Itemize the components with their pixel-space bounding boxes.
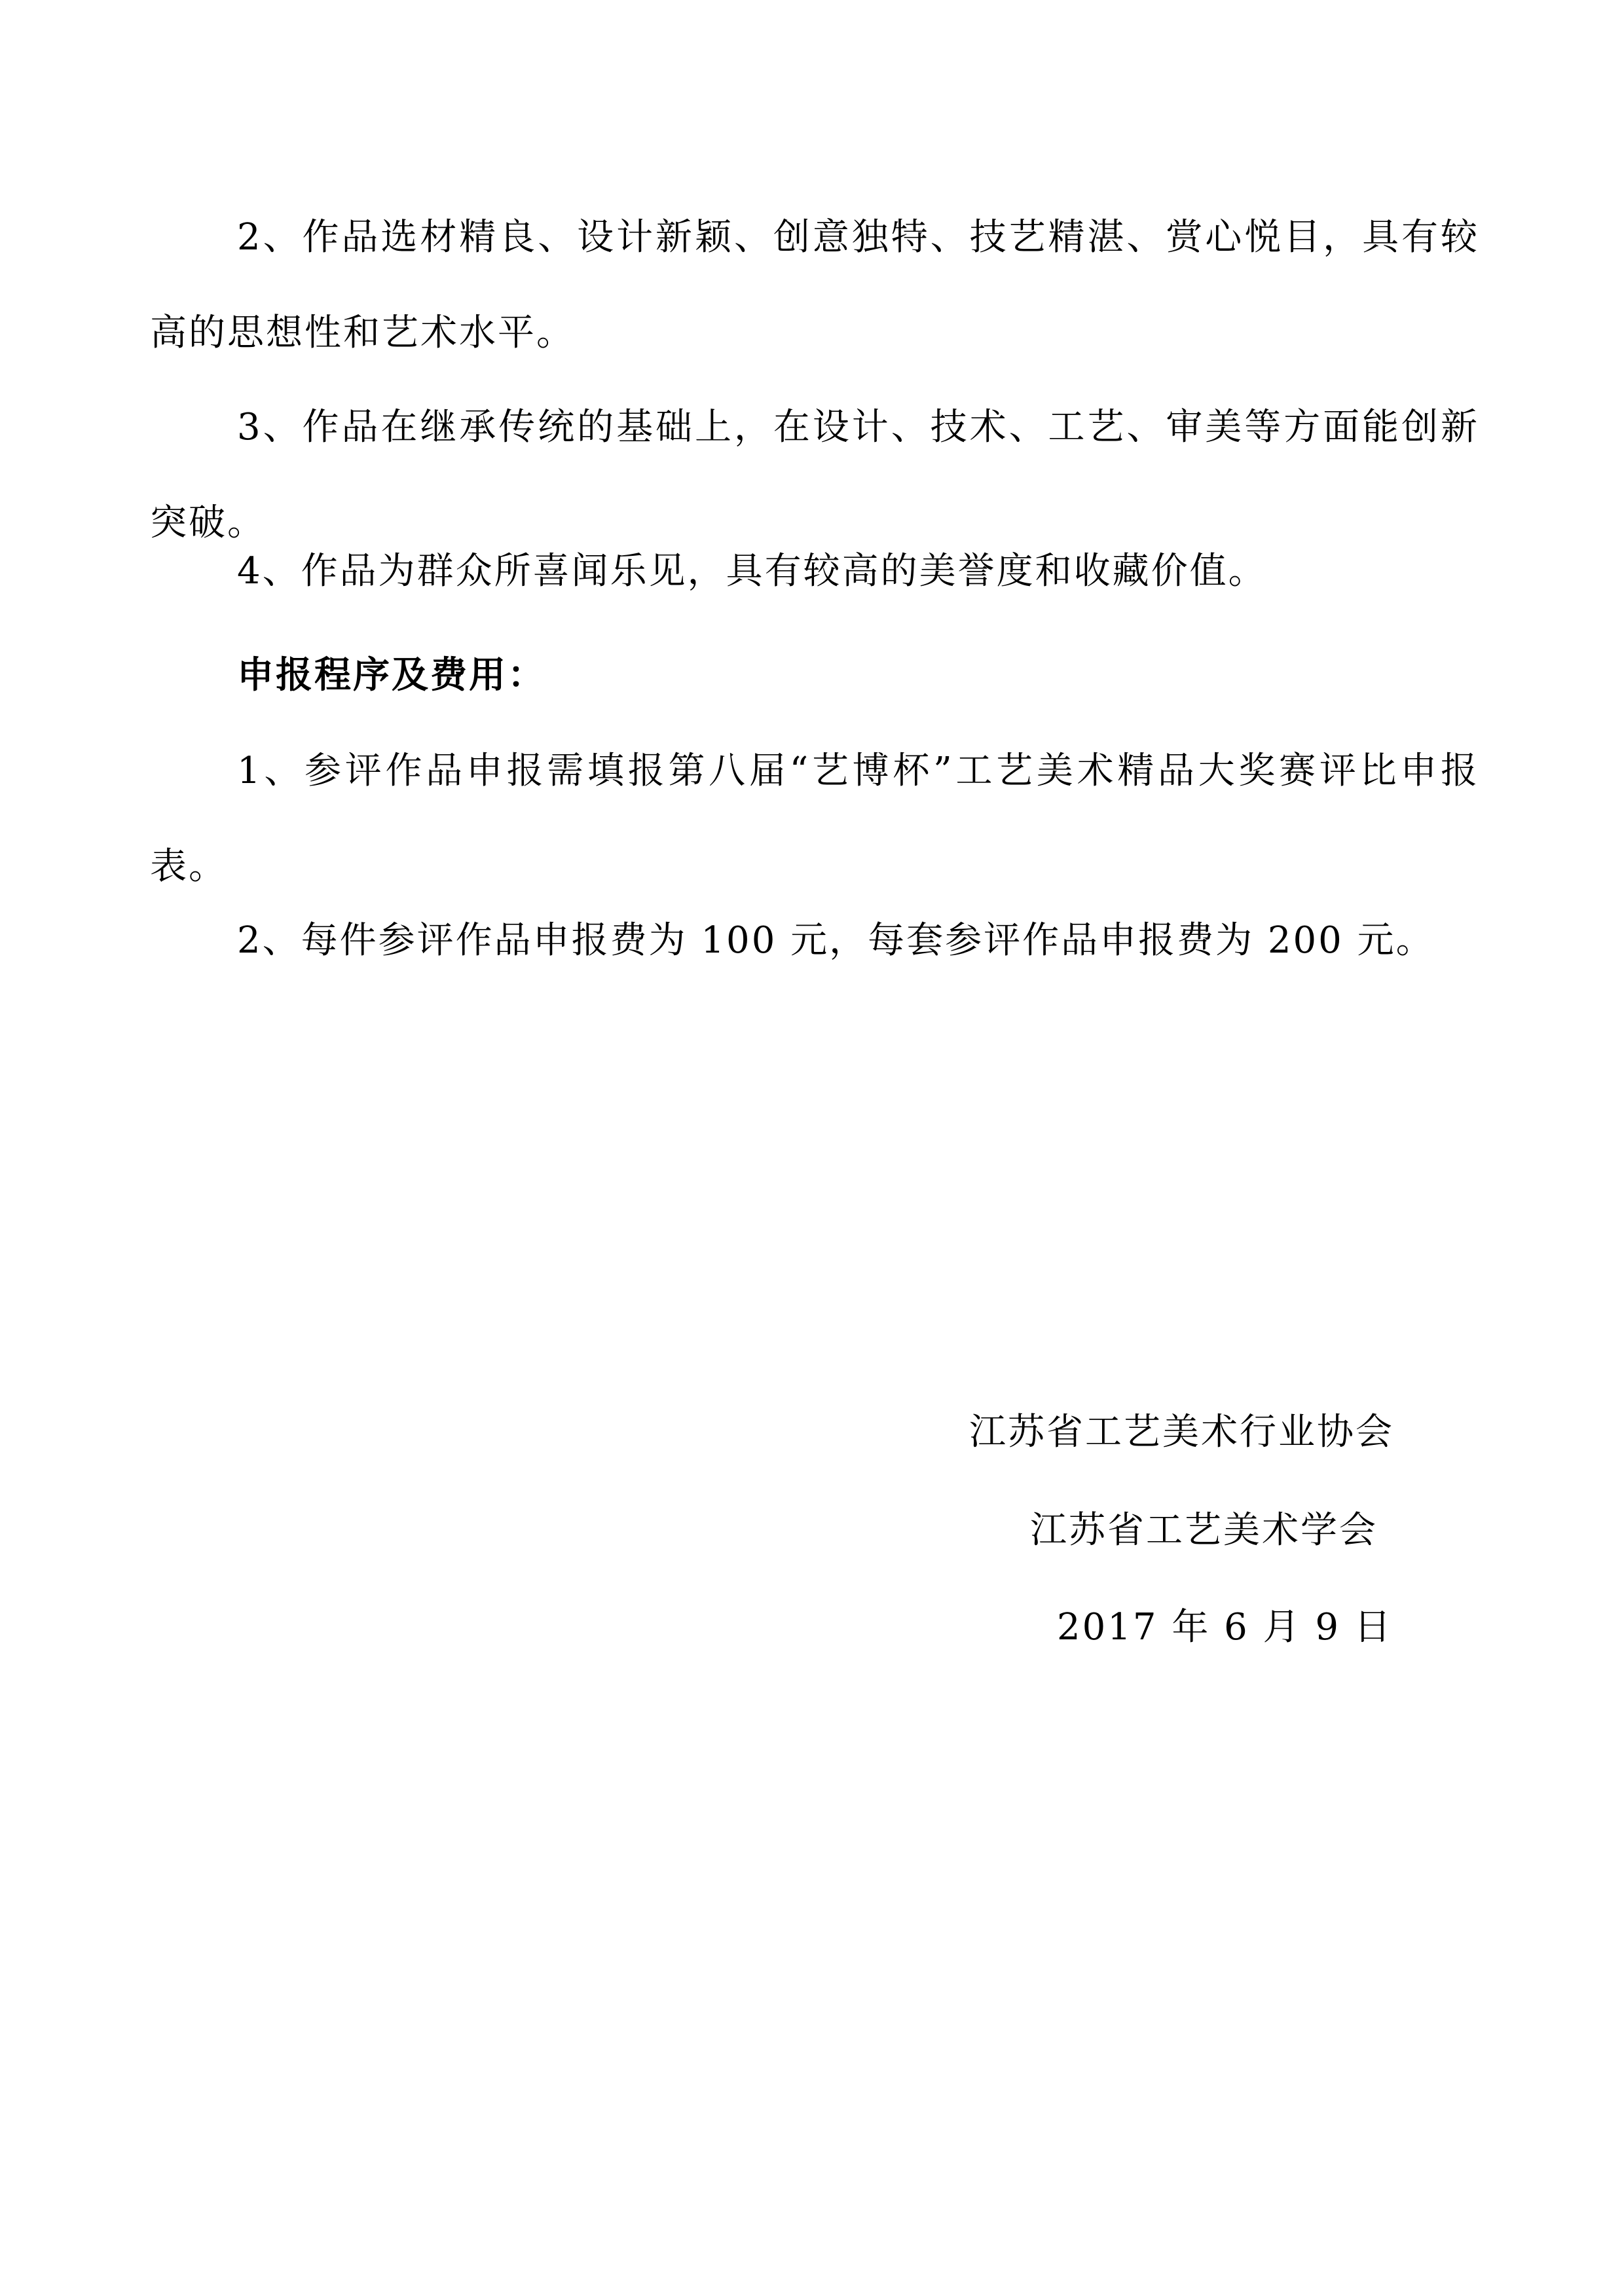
section-heading: 申报程序及费用： <box>237 653 546 697</box>
signature-org-2: 江苏省工艺美术学会 <box>1030 1509 1378 1552</box>
criteria-item-3: 3、作品在继承传统的基础上，在设计、技术、工艺、审美等方面能创新突破。 <box>150 406 1479 544</box>
criteria-item-2: 2、作品选材精良、设计新颖、创意独特、技艺精湛、赏心悦目，具有较高的思想性和艺术水平。 <box>150 216 1479 354</box>
criteria-item-4: 4、作品为群众所喜闻乐见，具有较高的美誉度和收藏价值。 <box>237 550 1267 592</box>
signature-date: 2017 年 6 月 9 日 <box>1057 1606 1393 1649</box>
procedure-item-1: 1、参评作品申报需填报第八届“艺博杯”工艺美术精品大奖赛评比申报表。 <box>150 750 1479 888</box>
signature-org-1: 江苏省工艺美术行业协会 <box>969 1411 1394 1453</box>
procedure-item-2: 2、每件参评作品申报费为 100 元，每套参评作品申报费为 200 元。 <box>237 919 1435 962</box>
